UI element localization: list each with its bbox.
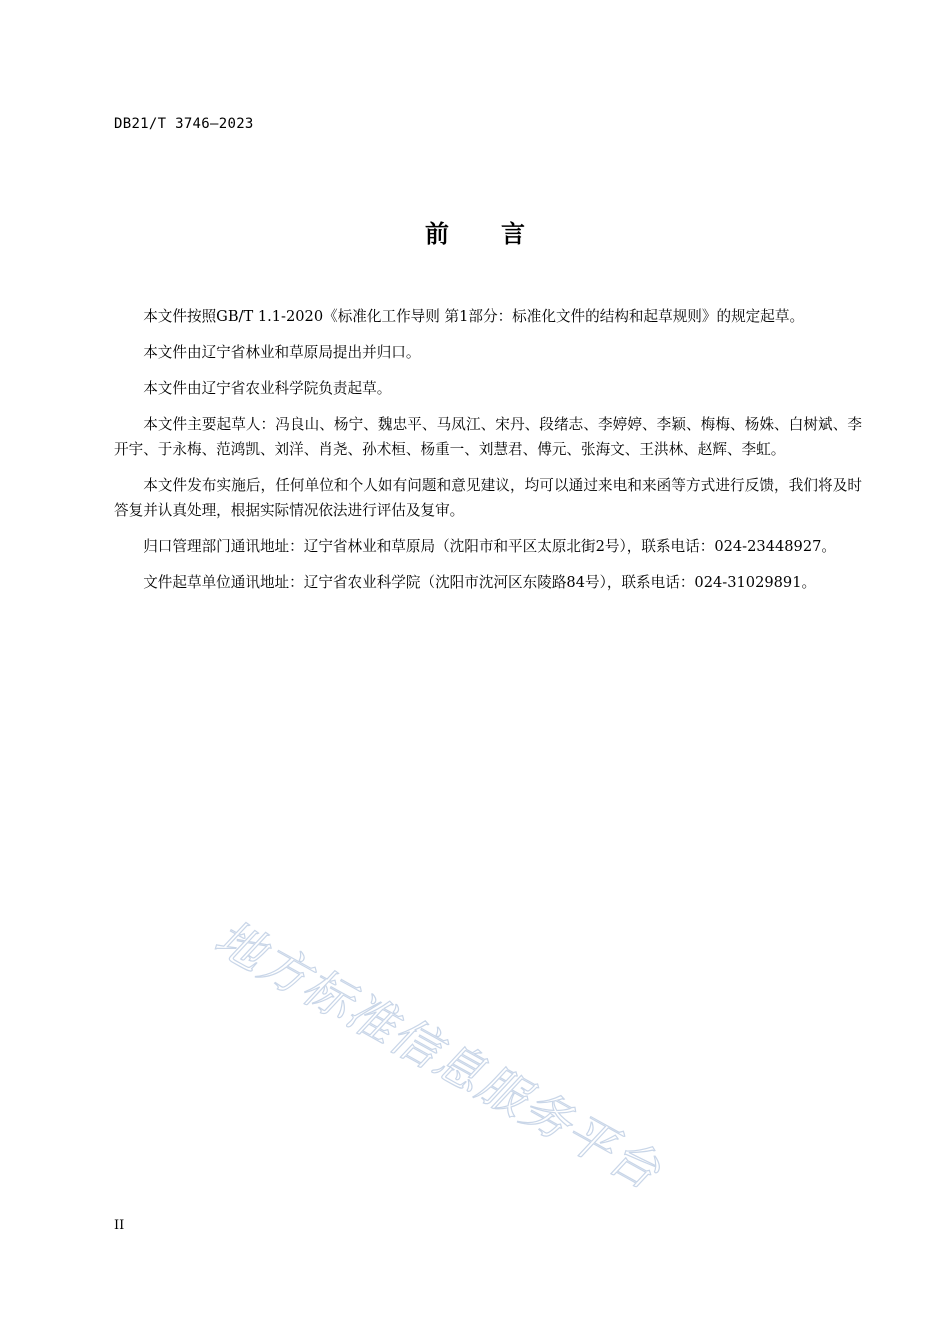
page-title: 前言 — [425, 220, 577, 248]
watermark: 地方标准信息服务平台 — [205, 909, 670, 1202]
paragraph-proposer: 本文件由辽宁省林业和草原局提出并归口。 — [143, 344, 421, 361]
paragraph-feedback: 本文件发布实施后，任何单位和个人如有问题和意见建议，均可以通过来电和来函等方式进行反馈，我们将及时答复并认真处理，根据实际情况依法进行评估及复审。 — [114, 477, 862, 519]
paragraph-drafter-contact: 文件起草单位通讯地址：辽宁省农业科学院（沈阳市沈河区东陵路84号），联系电话：024-31029891。 — [143, 574, 817, 591]
paragraph-admin-contact: 归口管理部门通讯地址：辽宁省林业和草原局（沈阳市和平区太原北街2号），联系电话：024-23448927。 — [143, 538, 836, 555]
paragraph-drafters: 本文件主要起草人：冯良山、杨宁、魏忠平、马凤江、宋丹、段绪志、李婷婷、李颖、梅梅、杨姝、白树斌、李开宇、于永梅、范鸿凯、刘洋、肖尧、孙术桓、杨重一、刘慧君、傅元、张海文、王洪林、赵辉、李虹。 — [114, 416, 862, 458]
document-code: DB21/T 3746—2023 — [114, 116, 254, 132]
paragraph-drafting-unit: 本文件由辽宁省农业科学院负责起草。 — [143, 380, 392, 397]
page-number: II — [114, 1218, 125, 1233]
paragraph-standard-basis: 本文件按照GB/T 1.1-2020《标准化工作导则 第1部分：标准化文件的结构和起草规则》的规定起草。 — [143, 308, 805, 325]
foreword-body — [114, 304, 862, 606]
